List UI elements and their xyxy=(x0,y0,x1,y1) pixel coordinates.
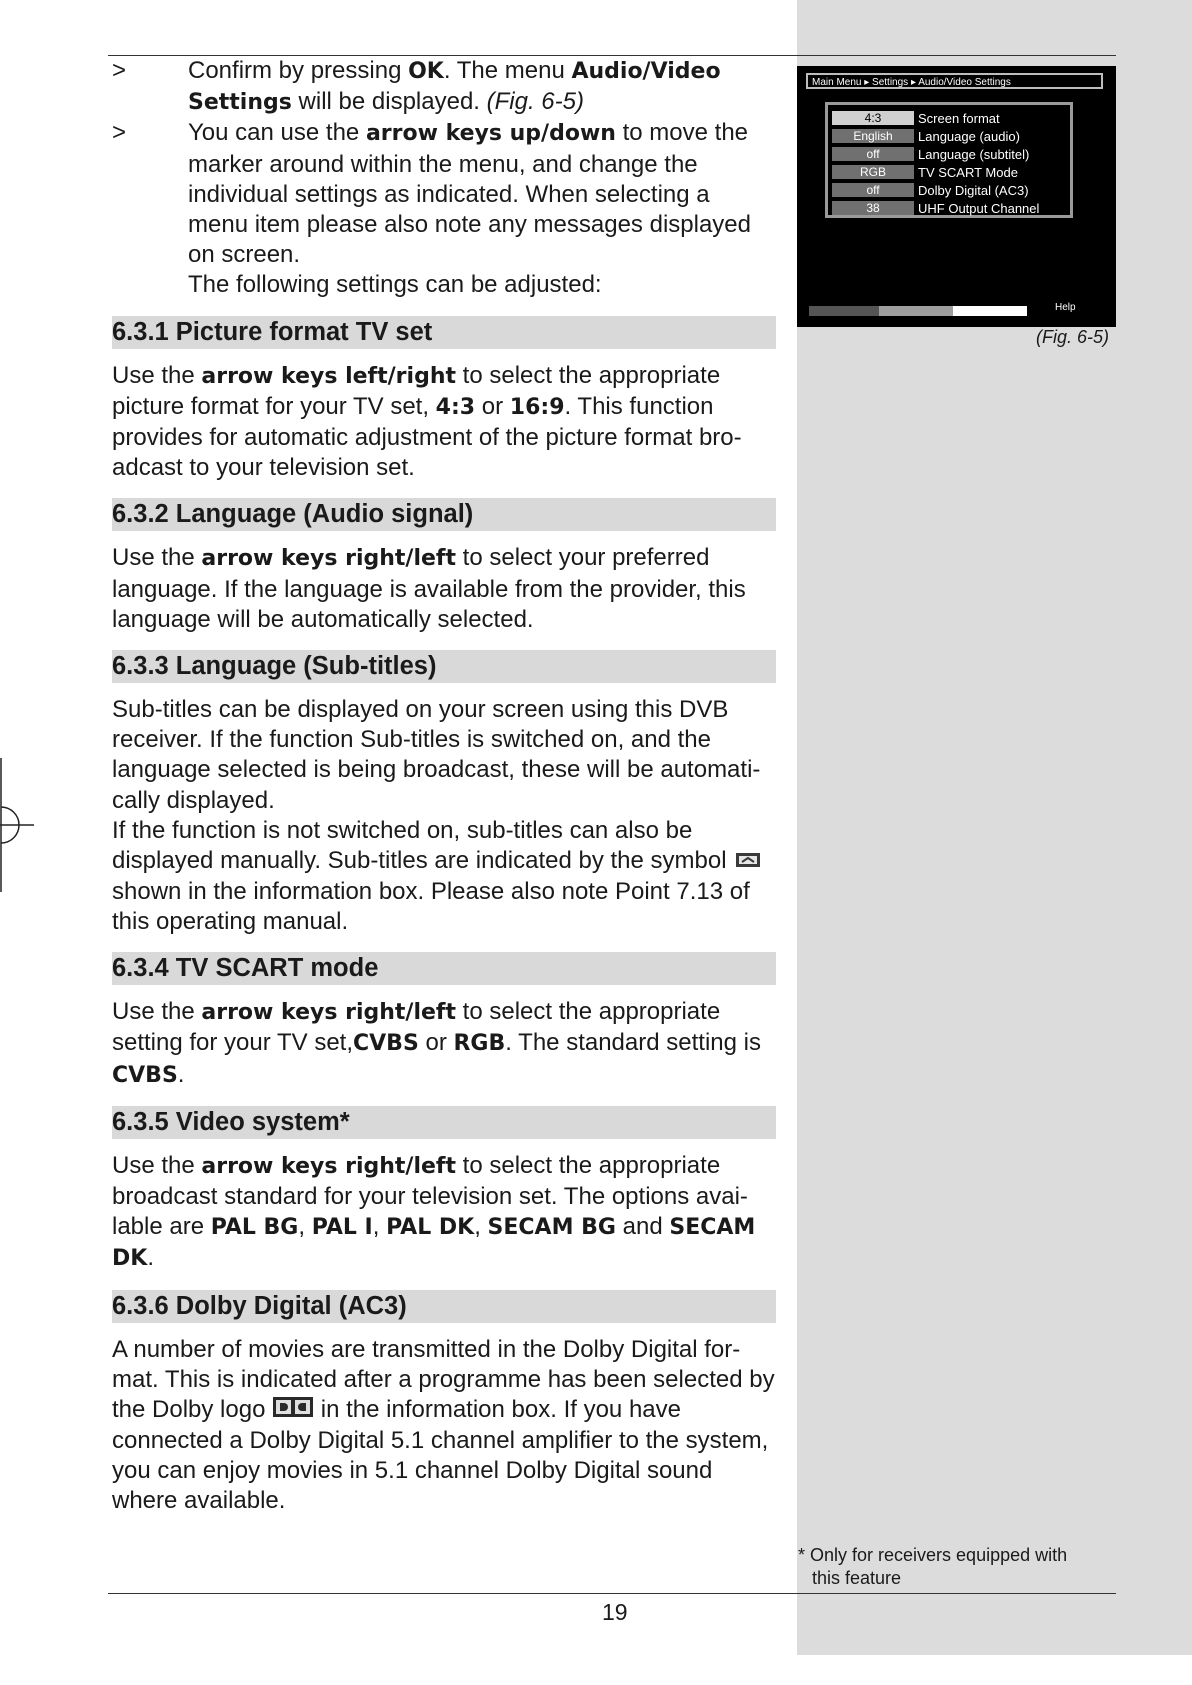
text: , xyxy=(298,1213,312,1241)
text: to select the appropriate broadcast standard for your television set. The options avai-lable are xyxy=(112,1151,748,1241)
page-number: 19 xyxy=(602,1599,628,1625)
menu-value: 38 xyxy=(832,201,914,215)
text: . xyxy=(147,1244,154,1272)
text: You can use the xyxy=(188,119,366,147)
option: PAL I xyxy=(311,1215,373,1241)
menu-value: RGB xyxy=(832,165,914,179)
text: shown in the information box. Please also note Point 7.13 of this operating manual. xyxy=(112,877,750,936)
text: . xyxy=(177,1060,185,1088)
menu-row xyxy=(832,199,1070,217)
menu-label: Language (audio) xyxy=(918,128,1020,144)
text: in the information box. If you have connected a Dolby Digital 5.1 channel amplifier to the system, you can enjoy movies in 5.1 channel Dolby Digital sound where available. xyxy=(112,1396,769,1515)
tv-screenshot-figure xyxy=(797,66,1116,327)
menu-label: Screen format xyxy=(918,110,1000,126)
text: , xyxy=(474,1213,488,1241)
section-body-6-3-6 xyxy=(112,1335,776,1517)
main-text-column xyxy=(112,56,776,1516)
text: If the function is not switched on, sub-titles can also be displayed manually. Sub-titles are indicated by the symbol xyxy=(112,816,734,875)
menu-value: 4:3 xyxy=(832,111,914,125)
option: SECAM BG xyxy=(487,1215,616,1241)
option: PAL BG xyxy=(210,1215,299,1241)
menu-row xyxy=(832,163,1070,181)
menu-label: UHF Output Channel xyxy=(918,200,1040,216)
menu-value: English xyxy=(832,129,914,143)
step-marker: > xyxy=(112,57,127,84)
option: PAL DK xyxy=(386,1215,475,1241)
menu-name: Audio/Video Settings xyxy=(188,59,721,116)
menu-row xyxy=(832,181,1070,199)
key-name: arrow keys right/left xyxy=(201,546,456,572)
section-body-6-3-3 xyxy=(112,695,776,937)
text: Use the xyxy=(112,544,202,572)
option: CVBS xyxy=(353,1031,419,1057)
menu-label: TV SCART Mode xyxy=(918,164,1018,180)
menu-value: off xyxy=(832,183,914,197)
option: 16:9 xyxy=(509,394,565,420)
text: or xyxy=(418,1029,454,1057)
option: SECAM DK xyxy=(112,1215,756,1272)
instruction-step-2 xyxy=(112,118,776,300)
section-body-6-3-2 xyxy=(112,543,776,635)
menu-row xyxy=(832,109,1070,127)
settings-menu xyxy=(825,102,1073,218)
section-body-6-3-4 xyxy=(112,997,776,1091)
text: . The standard setting is xyxy=(505,1029,761,1057)
section-body-6-3-1 xyxy=(112,361,776,484)
color-key-dark xyxy=(809,306,879,316)
dolby-logo-icon xyxy=(272,1396,314,1426)
key-name: arrow keys right/left xyxy=(201,1153,456,1179)
step-marker: > xyxy=(112,119,127,147)
section-heading-6-3-1: 6.3.1 Picture format TV set xyxy=(112,316,776,349)
crop-mark-icon xyxy=(0,758,34,892)
footnote xyxy=(798,1544,1098,1590)
option: 4:3 xyxy=(435,394,476,420)
text: Use the xyxy=(112,1151,202,1179)
option: CVBS xyxy=(112,1062,178,1088)
text: or xyxy=(475,392,510,420)
footnote-line-1: * Only for receivers equipped with xyxy=(798,1545,1068,1565)
instruction-step-1 xyxy=(112,56,776,118)
key-name: arrow keys left/right xyxy=(201,363,456,389)
section-heading-6-3-4: 6.3.4 TV SCART mode xyxy=(112,952,776,985)
menu-label: Language (subtitel) xyxy=(918,146,1030,162)
text: , xyxy=(372,1213,387,1241)
text: A number of movies are transmitted in the Dolby Digital for-mat. This is indicated after a programme has been selected by the Dolby logo xyxy=(112,1335,775,1424)
figure-caption: (Fig. 6-5) xyxy=(1036,327,1110,347)
section-heading-6-3-6: 6.3.6 Dolby Digital (AC3) xyxy=(112,1290,776,1323)
menu-value: off xyxy=(832,147,914,161)
bottom-rule xyxy=(108,1593,1116,1594)
text: to move the marker around within the menu, and change the individual settings as indicated. When selecting a menu item please also note any messages displayed on screen. xyxy=(188,119,751,269)
menu-breadcrumb: Main Menu ▸ Settings ▸ Audio/Video Settings xyxy=(806,73,1103,89)
text: Use the xyxy=(112,998,202,1026)
key-name: arrow keys right/left xyxy=(201,1000,456,1026)
text: Confirm by pressing xyxy=(188,57,409,84)
text: Use the xyxy=(112,361,202,389)
text: to select your preferred language. If the language is available from the provider, this language will be automatically selected. xyxy=(112,544,746,633)
text: will be displayed. xyxy=(291,88,487,116)
section-heading-6-3-2: 6.3.2 Language (Audio signal) xyxy=(112,498,776,531)
menu-row xyxy=(832,145,1070,163)
menu-row xyxy=(832,127,1070,145)
figure-reference: (Fig. 6-5) xyxy=(486,88,584,116)
footnote-line-2: this feature xyxy=(812,1568,902,1588)
option: RGB xyxy=(453,1031,506,1057)
section-body-6-3-5 xyxy=(112,1151,776,1275)
text: . This function provides for automatic adjustment of the picture format bro-adcast to your television set. xyxy=(112,392,742,482)
text: to select the appropriate picture format for your TV set, xyxy=(112,361,721,420)
color-key-white xyxy=(953,306,1027,316)
following-settings-text: The following settings can be adjusted: xyxy=(188,271,602,299)
color-key-grey xyxy=(879,306,953,316)
text: . The menu xyxy=(443,57,572,84)
key-name: arrow keys up/down xyxy=(365,121,616,147)
subtitle-symbol-icon xyxy=(733,847,763,877)
section-heading-6-3-5: 6.3.5 Video system* xyxy=(112,1106,776,1139)
menu-label: Dolby Digital (AC3) xyxy=(918,182,1029,198)
text: to select the appropriate setting for your TV set, xyxy=(112,998,721,1057)
text: and xyxy=(615,1213,670,1241)
text: Sub-titles can be displayed on your screen using this DVB receiver. If the function Sub-titles is switched on, and the language selected is being broadcast, these will be automati-cally displayed. xyxy=(112,696,761,814)
key-ok: OK xyxy=(408,59,444,84)
section-heading-6-3-3: 6.3.3 Language (Sub-titles) xyxy=(112,650,776,683)
help-label: Help xyxy=(1055,302,1076,313)
